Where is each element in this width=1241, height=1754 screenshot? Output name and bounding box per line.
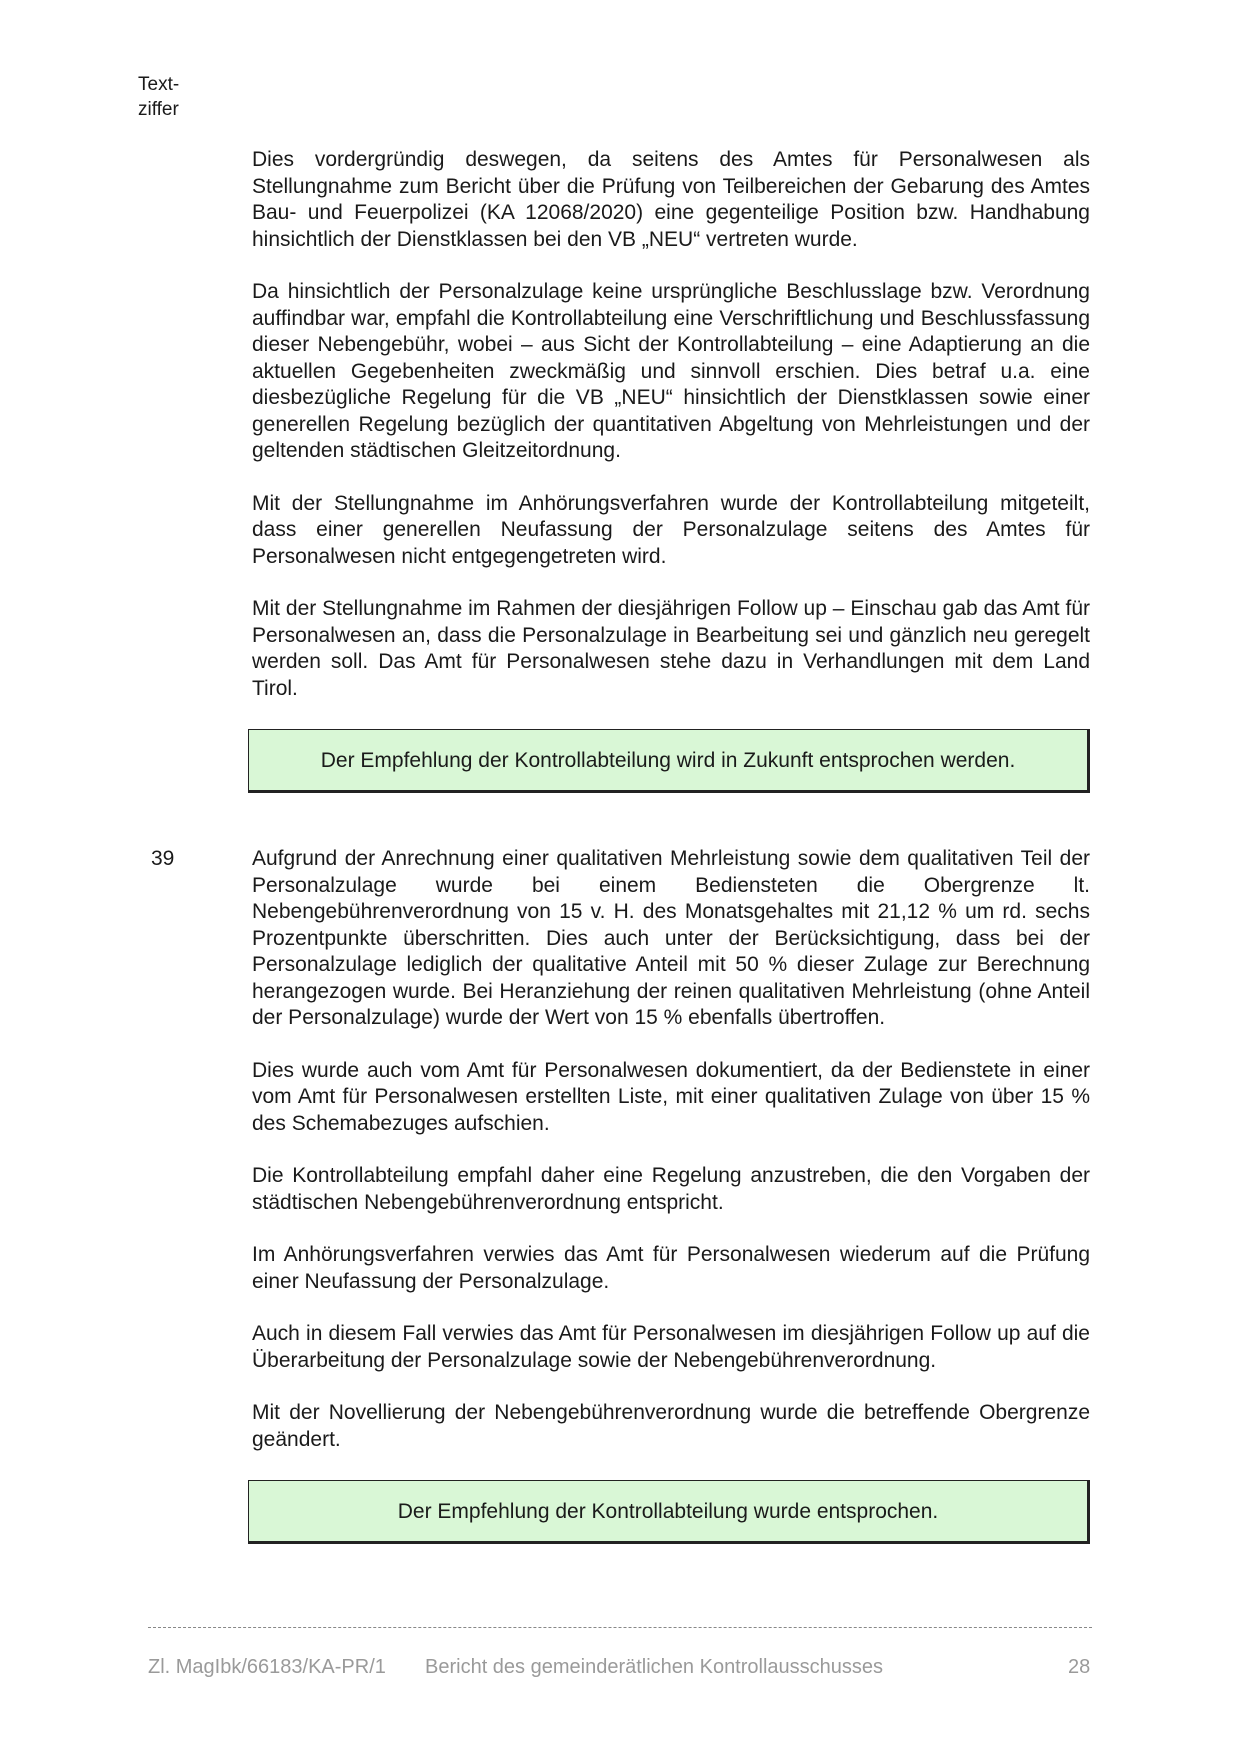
section-b-verdict-box: Der Empfehlung der Kontrollabteilung wurde entsprochen.: [248, 1480, 1090, 1544]
textziffer-number: 39: [151, 847, 175, 870]
section-a-paragraph-2: Da hinsichtlich der Personalzulage keine ursprüngliche Beschlusslage bzw. Verordnung auffindbar war, empfahl die Kontrollabteilung eine Verschriftlichung und Beschlussfassung dieser Nebengebühr, wobei – aus Sicht der Kontrollabteilung – eine Adaptierung an die aktuellen Gegebenheiten zweckmäßig und sinnvoll erschien. Dies betraf u.a. eine diesbezügliche Regelung für die VB „NEU“ hinsichtlich der Dienstklassen sowie einer generellen Regelung bezüglich der quantitativen Abgeltung von Mehrleistungen und der geltenden städtischen Gleitzeitordnung.: [252, 280, 1090, 462]
section-b-paragraph-4: Im Anhörungsverfahren verwies das Amt für Personalwesen wiederum auf die Prüfung einer Neufassung der Personalzulage.: [252, 1243, 1090, 1293]
section-a-paragraph-4: Mit der Stellungnahme im Rahmen der diesjährigen Follow up – Einschau gab das Amt für Personalwesen an, dass die Personalzulage in Bearbeitung sei und gänzlich neu geregelt werden soll. Das Amt für Personalwesen stehe dazu in Verhandlungen mit dem Land Tirol.: [252, 597, 1090, 700]
section-a-body: [252, 147, 1090, 728]
section-a-paragraph-3: Mit der Stellungnahme im Anhörungsverfahren wurde der Kontrollabteilung mitgeteilt, dass einer generellen Neufassung der Personalzulage seitens des Amtes für Personalwesen nicht entgegengetreten wird.: [252, 491, 1090, 568]
section-b-paragraph-3: Die Kontrollabteilung empfahl daher eine Regelung anzustreben, die den Vorgaben der städtischen Nebengebührenverordnung entspricht.: [252, 1164, 1090, 1214]
footer-reference: Zl. MagIbk/66183/KA-PR/1: [148, 1656, 386, 1678]
section-b-paragraph-5: Auch in diesem Fall verwies das Amt für Personalwesen im diesjährigen Follow up auf die Überarbeitung der Personalzulage sowie der Nebengebührenverordnung.: [252, 1322, 1090, 1372]
section-b-paragraph-1: Aufgrund der Anrechnung einer qualitativen Mehrleistung sowie dem qualitativen Teil der Personalzulage wurde bei einem Bediensteten die Obergrenze lt. Nebengebührenverordnung von 15 v. H. des Monatsgehaltes mit 21,12 % um rd. sechs Prozentpunkte überschritten. Dies auch unter der Berücksichtigung, dass bei der Personalzulage lediglich der qualitative Anteil mit 50 % dieser Zulage zur Berechnung herangezogen wurde. Bei Heranziehung der reinen qualitativen Mehrleistung (ohne Anteil der Personalzulage) wurde der Wert von 15 % ebenfalls übertroffen.: [252, 847, 1090, 1029]
section-a-verdict-box: Der Empfehlung der Kontrollabteilung wird in Zukunft entsprochen werden.: [248, 729, 1090, 793]
footer-divider: [148, 1627, 1092, 1628]
footer-title: Bericht des gemeinderätlichen Kontrollausschusses: [425, 1656, 884, 1678]
textziffer-label: [138, 72, 218, 122]
section-a-paragraph-1: Dies vordergründig deswegen, da seitens des Amtes für Personalwesen als Stellungnahme zum Bericht über die Prüfung von Teilbereichen der Gebarung des Amtes Bau- und Feuerpolizei (KA 12068/2020) eine gegenteilige Position bzw. Handhabung hinsichtlich der Dienstklassen bei den VB „NEU“ vertreten wurde.: [252, 148, 1090, 251]
textziffer-label-line2: ziffer: [138, 99, 179, 120]
section-b-body: [252, 846, 1090, 1479]
footer-page-number: 28: [1068, 1656, 1091, 1678]
section-b-paragraph-2: Dies wurde auch vom Amt für Personalwesen dokumentiert, da der Bedienstete in einer vom Amt für Personalwesen erstellten Liste, mit einer qualitativen Zulage von über 15 % des Schemabezuges aufschien.: [252, 1058, 1090, 1135]
section-b-paragraph-6: Mit der Novellierung der Nebengebührenverordnung wurde die betreffende Obergrenze geändert.: [252, 1401, 1090, 1451]
textziffer-label-line1: Text-: [138, 74, 180, 95]
